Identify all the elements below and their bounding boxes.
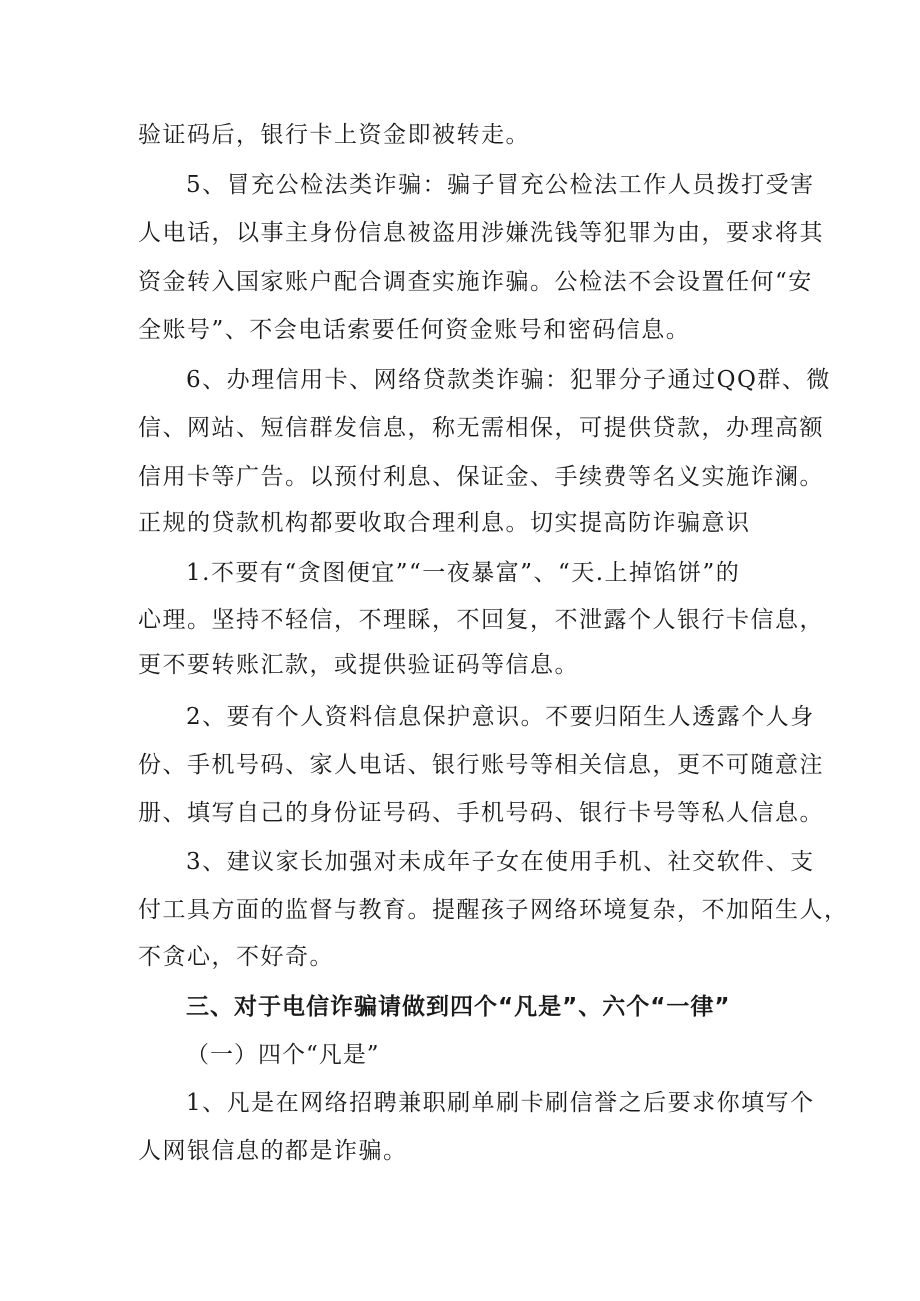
section-heading: 三、对于电信诈骗请做到四个“凡是”、六个“一律” <box>186 994 731 1020</box>
paragraph-line: 2、要有个人资料信息保护意识。不要归陌生人透露个人身 <box>186 704 815 730</box>
paragraph-line: 不贪心，不好奇。 <box>138 944 334 970</box>
paragraph-line: 信用卡等广告。以预付利息、保证金、手续费等名义实施诈澜。 <box>138 464 824 490</box>
paragraph-line: 全账号”、不会电话索要任何资金账号和密码信息。 <box>138 317 691 343</box>
paragraph-line: 3、建议家长加强对未成年子女在使用手机、社交软件、支 <box>186 849 815 875</box>
paragraph-line: 心理。坚持不轻信，不理睬，不回复，不泄露个人银行卡信息， <box>138 607 824 633</box>
paragraph-line: 更不要转账汇款，或提供验证码等信息。 <box>138 652 579 678</box>
paragraph-line: 信、网站、短信群发信息，称无需相保，可提供贷款，办理高额 <box>138 415 824 441</box>
paragraph-line: 人网银信息的都是诈骗。 <box>138 1138 408 1164</box>
subsection-heading: （一）四个“凡是” <box>186 1042 380 1068</box>
paragraph-line: 人电话，以事主身份信息被盗用涉嫌洗钱等犯罪为由，要求将其 <box>138 220 824 246</box>
paragraph-line: 5、冒充公检法类诈骗：骗子冒充公检法工作人员拨打受害 <box>186 172 815 198</box>
paragraph-line: 付工具方面的监督与教育。提醒孩子网络环境复杂，不加陌生人， <box>138 897 849 923</box>
paragraph-line: 册、填写自己的身份证号码、手机号码、银行卡号等私人信息。 <box>138 800 824 826</box>
paragraph-line: 1、凡是在网络招聘兼职刷单刷卡刷信誉之后要求你填写个 <box>186 1090 815 1116</box>
paragraph-line: 1.不要有“贪图便宜”“一夜暴富”、“天.上掉馅饼”的 <box>186 560 741 586</box>
paragraph-line: 资金转入国家账户配合调查实施诈骗。公检法不会设置任何“安 <box>138 269 813 295</box>
paragraph-line: 6、办理信用卡、网络贷款类诈骗：犯罪分子通过QQ群、微 <box>186 367 831 393</box>
paragraph-line: 份、手机号码、家人电话、银行账号等相关信息，更不可随意注 <box>138 752 824 778</box>
paragraph-line: 正规的贷款机构都要收取合理利息。切实提高防诈骗意识 <box>138 510 751 536</box>
paragraph-line: 验证码后，银行卡上资金即被转走。 <box>138 122 530 148</box>
